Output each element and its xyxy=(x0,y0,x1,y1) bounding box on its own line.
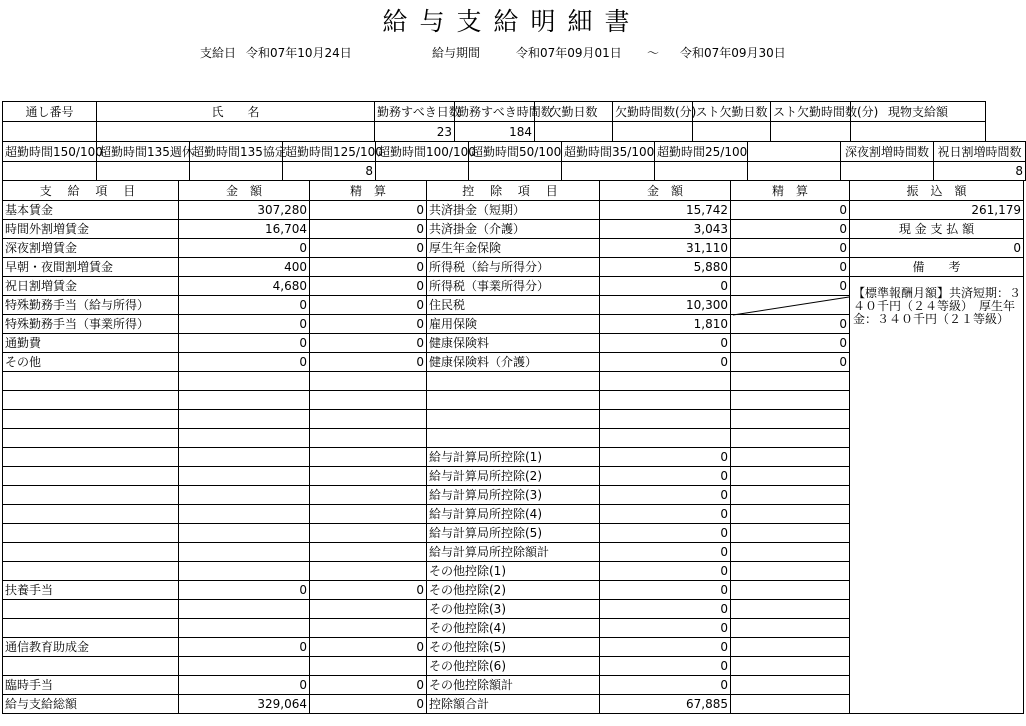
table-row xyxy=(3,258,1024,277)
ded-item: その他控除(5) xyxy=(427,638,600,657)
pay-settle: 0 xyxy=(310,220,427,239)
ded-item: 雇用保険 xyxy=(427,315,600,334)
pay-item: 通信教育助成金 xyxy=(3,638,179,657)
ded-item: 厚生年金保険 xyxy=(427,239,600,258)
ded-item xyxy=(427,372,600,391)
pay-settle: 0 xyxy=(310,296,427,315)
pay-amount: 0 xyxy=(179,239,310,258)
ded-item: 給与計算局所控除(2) xyxy=(427,467,600,486)
ded-amount: 0 xyxy=(600,638,731,657)
ded-settle: 0 xyxy=(731,201,850,220)
pay-settle xyxy=(310,372,427,391)
transfer-value: 261,179 xyxy=(850,201,1024,220)
ded-item: 健康保険料（介護） xyxy=(427,353,600,372)
pay-item: 特殊勤務手当（事業所得） xyxy=(3,315,179,334)
ded-amount: 5,880 xyxy=(600,258,731,277)
ded-item: 所得税（給与所得分） xyxy=(427,258,600,277)
pay-amount: 0 xyxy=(179,581,310,600)
ded-item: その他控除(1) xyxy=(427,562,600,581)
pay-settle: 0 xyxy=(310,334,427,353)
inkind-value xyxy=(851,122,986,142)
ded-amount: 0 xyxy=(600,505,731,524)
strike-minutes-label: スト欠勤時間数(分) xyxy=(771,102,851,122)
overtime-table xyxy=(2,141,1026,181)
pay-settle: 0 xyxy=(310,239,427,258)
pay-item xyxy=(3,524,179,543)
ded-settle xyxy=(731,562,850,581)
ded-item: 控除額合計 xyxy=(427,695,600,714)
pay-amount: 0 xyxy=(179,638,310,657)
pay-item xyxy=(3,543,179,562)
pay-amount: 307,280 xyxy=(179,201,310,220)
pay-item-header: 支 給 項 目 xyxy=(3,181,179,201)
pay-amount: 4,680 xyxy=(179,277,310,296)
pay-amount xyxy=(179,486,310,505)
ded-item: 住民税 xyxy=(427,296,600,315)
holiday-hours-label: 祝日割増時間数 xyxy=(934,142,1026,162)
pay-item xyxy=(3,467,179,486)
pay-amount: 0 xyxy=(179,296,310,315)
page-title: 給与支給明細書 xyxy=(382,7,642,36)
ded-amount: 0 xyxy=(600,486,731,505)
ded-amount: 0 xyxy=(600,353,731,372)
pay-amount xyxy=(179,467,310,486)
ded-amount xyxy=(600,391,731,410)
pay-settle xyxy=(310,429,427,448)
payday-value: 令和07年10月24日 xyxy=(246,46,352,60)
ded-amount: 0 xyxy=(600,676,731,695)
ded-settle: 0 xyxy=(731,353,850,372)
ded-amount xyxy=(600,372,731,391)
remarks-text: 【標準報酬月額】共済短期：３４０千円（２４等級） 厚生年金：３４０千円（２１等級） xyxy=(853,286,1022,326)
ded-settle xyxy=(731,296,850,315)
ded-amount: 0 xyxy=(600,334,731,353)
pay-item: 給与支給総額 xyxy=(3,695,179,714)
ded-settle xyxy=(731,524,850,543)
ot-125-value: 8 xyxy=(283,162,376,181)
ot-blank xyxy=(748,142,841,162)
pay-settle: 0 xyxy=(310,201,427,220)
ded-item-header: 控 除 項 目 xyxy=(427,181,600,201)
strike-minutes-value xyxy=(771,122,851,142)
ot-150-label: 超勤時間150/100 xyxy=(3,142,97,162)
pay-amount xyxy=(179,410,310,429)
table-row xyxy=(3,201,1024,220)
pay-amount xyxy=(179,505,310,524)
ded-settle: 0 xyxy=(731,220,850,239)
ded-settle xyxy=(731,486,850,505)
pay-item: 扶養手当 xyxy=(3,581,179,600)
pay-settle xyxy=(310,391,427,410)
pay-item xyxy=(3,391,179,410)
pay-amount: 0 xyxy=(179,315,310,334)
ded-settle xyxy=(731,391,850,410)
ded-settle: 0 xyxy=(731,277,850,296)
pay-amount xyxy=(179,600,310,619)
ded-settle: 0 xyxy=(731,315,850,334)
pay-amount: 400 xyxy=(179,258,310,277)
ded-amount: 0 xyxy=(600,581,731,600)
ded-amount: 3,043 xyxy=(600,220,731,239)
ded-item: その他控除(6) xyxy=(427,657,600,676)
table-row xyxy=(3,239,1024,258)
period-separator: 〜 xyxy=(647,46,660,60)
ot-135w-label: 超勤時間135週休 xyxy=(97,142,190,162)
pay-item xyxy=(3,505,179,524)
remarks-label: 備 考 xyxy=(850,258,1024,277)
ded-item: 所得税（事業所得分） xyxy=(427,277,600,296)
pay-settle: 0 xyxy=(310,581,427,600)
pay-amount xyxy=(179,619,310,638)
pay-item xyxy=(3,429,179,448)
pay-item: 臨時手当 xyxy=(3,676,179,695)
ded-amount: 0 xyxy=(600,448,731,467)
ded-settle xyxy=(731,695,850,714)
ded-settle xyxy=(731,676,850,695)
period-label: 給与期間 xyxy=(432,46,481,60)
ded-amount: 0 xyxy=(600,467,731,486)
name-value xyxy=(97,122,375,142)
pay-item: 基本賃金 xyxy=(3,201,179,220)
pay-item xyxy=(3,486,179,505)
ded-amount: 0 xyxy=(600,619,731,638)
ded-settle xyxy=(731,410,850,429)
pay-item: 通勤費 xyxy=(3,334,179,353)
required-hours-label: 勤務すべき時間数 xyxy=(455,102,535,122)
table-row xyxy=(3,220,1024,239)
pay-settle: 0 xyxy=(310,315,427,334)
pay-amount xyxy=(179,391,310,410)
ded-item: その他控除(2) xyxy=(427,581,600,600)
pay-item xyxy=(3,410,179,429)
pay-item xyxy=(3,562,179,581)
pay-amount xyxy=(179,448,310,467)
ded-amount: 1,810 xyxy=(600,315,731,334)
name-label: 氏 名 xyxy=(97,102,375,122)
remarks-area xyxy=(850,277,1024,714)
pay-settle xyxy=(310,600,427,619)
ded-settle xyxy=(731,619,850,638)
ded-item xyxy=(427,429,600,448)
pay-settle: 0 xyxy=(310,353,427,372)
ded-item: その他控除額計 xyxy=(427,676,600,695)
ot-25-label: 超勤時間25/100 xyxy=(655,142,748,162)
ded-settle xyxy=(731,638,850,657)
pay-settle xyxy=(310,657,427,676)
cash-label: 現 金 支 払 額 xyxy=(850,220,1024,239)
ded-settle-header: 精 算 xyxy=(731,181,850,201)
pay-amount: 16,704 xyxy=(179,220,310,239)
ded-amount: 0 xyxy=(600,600,731,619)
ded-item: その他控除(3) xyxy=(427,600,600,619)
cash-value: 0 xyxy=(850,239,1024,258)
pay-amount xyxy=(179,429,310,448)
pay-amount: 0 xyxy=(179,353,310,372)
ded-amount xyxy=(600,410,731,429)
ded-settle xyxy=(731,448,850,467)
ded-item: 給与計算局所控除額計 xyxy=(427,543,600,562)
ded-amount: 10,300 xyxy=(600,296,731,315)
ded-item: 給与計算局所控除(3) xyxy=(427,486,600,505)
ded-settle xyxy=(731,372,850,391)
ded-settle: 0 xyxy=(731,334,850,353)
absent-days-value xyxy=(535,122,613,142)
ded-amount: 67,885 xyxy=(600,695,731,714)
ded-settle xyxy=(731,600,850,619)
ded-settle: 0 xyxy=(731,239,850,258)
pay-settle xyxy=(310,524,427,543)
pay-settle xyxy=(310,543,427,562)
ded-amount: 0 xyxy=(600,543,731,562)
pay-amount xyxy=(179,562,310,581)
pay-amount-header: 金 額 xyxy=(179,181,310,201)
ded-amount: 0 xyxy=(600,657,731,676)
ot-125-label: 超勤時間125/100 xyxy=(283,142,376,162)
header-table xyxy=(2,101,986,142)
ot-35-label: 超勤時間35/100 xyxy=(562,142,655,162)
strike-days-value xyxy=(693,122,771,142)
pay-amount: 0 xyxy=(179,334,310,353)
ded-item: 給与計算局所控除(1) xyxy=(427,448,600,467)
pay-item: 特殊勤務手当（給与所得） xyxy=(3,296,179,315)
pay-settle xyxy=(310,467,427,486)
ded-item: 給与計算局所控除(4) xyxy=(427,505,600,524)
pay-settle xyxy=(310,562,427,581)
pay-settle: 0 xyxy=(310,695,427,714)
transfer-header: 振 込 額 xyxy=(850,181,1024,201)
pay-item xyxy=(3,600,179,619)
serial-value xyxy=(3,122,97,142)
pay-settle xyxy=(310,410,427,429)
ded-item: その他控除(4) xyxy=(427,619,600,638)
pay-settle: 0 xyxy=(310,277,427,296)
ot-100-label: 超勤時間100/100 xyxy=(376,142,469,162)
pay-item xyxy=(3,657,179,676)
pay-item: 深夜割増賃金 xyxy=(3,239,179,258)
pay-settle xyxy=(310,619,427,638)
ded-item xyxy=(427,391,600,410)
required-days-label: 勤務すべき日数 xyxy=(375,102,455,122)
ded-settle xyxy=(731,657,850,676)
strike-days-label: スト欠勤日数 xyxy=(693,102,771,122)
pay-item xyxy=(3,448,179,467)
ded-settle xyxy=(731,505,850,524)
pay-settle-header: 精 算 xyxy=(310,181,427,201)
ded-item: 給与計算局所控除(5) xyxy=(427,524,600,543)
pay-amount xyxy=(179,372,310,391)
ded-settle xyxy=(731,467,850,486)
pay-settle xyxy=(310,486,427,505)
ded-amount: 0 xyxy=(600,562,731,581)
main-table xyxy=(2,180,1024,714)
absent-minutes-label: 欠勤時間数(分) xyxy=(613,102,693,122)
pay-settle: 0 xyxy=(310,258,427,277)
ot-50-label: 超勤時間50/100 xyxy=(469,142,562,162)
pay-item: 時間外割増賃金 xyxy=(3,220,179,239)
period-start: 令和07年09月01日 xyxy=(516,46,622,60)
ded-settle: 0 xyxy=(731,258,850,277)
required-days-value: 23 xyxy=(375,122,455,142)
ded-amount xyxy=(600,429,731,448)
ded-amount-header: 金 額 xyxy=(600,181,731,201)
ded-item: 健康保険料 xyxy=(427,334,600,353)
pay-settle xyxy=(310,448,427,467)
ot-135a-label: 超勤時間135協定 xyxy=(190,142,283,162)
absent-days-label: 欠勤日数 xyxy=(535,102,613,122)
serial-label: 通し番号 xyxy=(3,102,97,122)
night-hours-label: 深夜割増時間数 xyxy=(841,142,934,162)
pay-amount: 0 xyxy=(179,676,310,695)
pay-item: 早朝・夜間割増賃金 xyxy=(3,258,179,277)
period-end: 令和07年09月30日 xyxy=(680,46,786,60)
pay-amount: 329,064 xyxy=(179,695,310,714)
inkind-label: 現物支給額 xyxy=(851,102,986,122)
ded-amount: 0 xyxy=(600,524,731,543)
pay-settle: 0 xyxy=(310,676,427,695)
pay-item xyxy=(3,619,179,638)
pay-amount xyxy=(179,657,310,676)
ded-amount: 15,742 xyxy=(600,201,731,220)
pay-settle xyxy=(310,505,427,524)
holiday-hours-value: 8 xyxy=(934,162,1026,181)
ded-item: 共済掛金（短期） xyxy=(427,201,600,220)
required-hours-value: 184 xyxy=(455,122,535,142)
pay-settle: 0 xyxy=(310,638,427,657)
pay-item: 祝日割増賃金 xyxy=(3,277,179,296)
ded-item xyxy=(427,410,600,429)
ded-settle xyxy=(731,429,850,448)
pay-item xyxy=(3,372,179,391)
ded-amount: 31,110 xyxy=(600,239,731,258)
payday-label: 支給日 xyxy=(200,46,237,60)
pay-amount xyxy=(179,543,310,562)
ded-amount: 0 xyxy=(600,277,731,296)
ded-settle xyxy=(731,543,850,562)
ded-item: 共済掛金（介護） xyxy=(427,220,600,239)
pay-item: その他 xyxy=(3,353,179,372)
ded-settle xyxy=(731,581,850,600)
absent-minutes-value xyxy=(613,122,693,142)
pay-amount xyxy=(179,524,310,543)
